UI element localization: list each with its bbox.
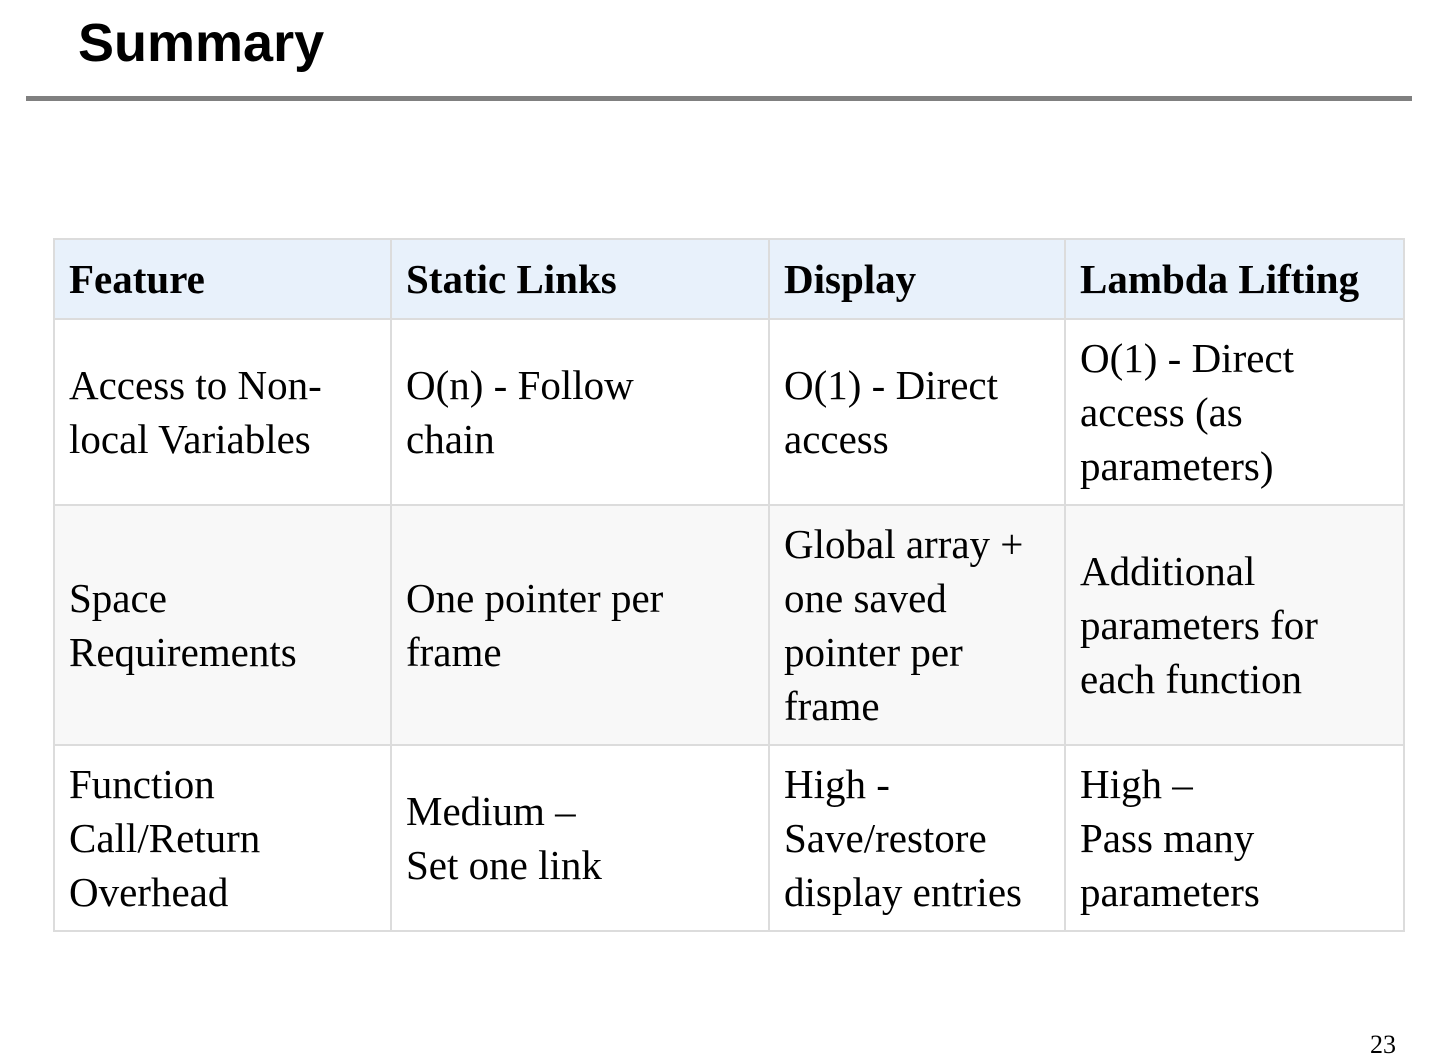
cell-line: one saved xyxy=(784,575,947,621)
page-number: 23 xyxy=(1370,1030,1396,1059)
cell-static-links xyxy=(391,319,769,505)
cell-line: Space xyxy=(69,575,167,621)
page-title: Summary xyxy=(78,13,325,73)
cell-feature xyxy=(54,745,391,931)
cell-line: Requirements xyxy=(69,629,297,675)
cell-display xyxy=(769,319,1065,505)
cell-feature xyxy=(54,319,391,505)
cell-line: Save/restore xyxy=(784,815,987,861)
summary-table xyxy=(53,238,1405,932)
cell-line: High - xyxy=(784,761,890,807)
cell-line: display entries xyxy=(784,869,1022,915)
table-row xyxy=(54,745,1404,931)
cell-lambda-lifting xyxy=(1065,745,1404,931)
cell-line: Overhead xyxy=(69,869,229,915)
cell-line: Function xyxy=(69,761,215,807)
cell-line: access xyxy=(784,416,889,462)
cell-line: parameters) xyxy=(1080,443,1274,489)
cell-line: each function xyxy=(1080,656,1302,702)
cell-line: parameters for xyxy=(1080,602,1318,648)
title-divider xyxy=(26,96,1412,101)
cell-line: access (as xyxy=(1080,389,1243,435)
cell-line: pointer per xyxy=(784,629,963,675)
cell-line: Global array + xyxy=(784,521,1024,567)
cell-static-links xyxy=(391,505,769,745)
table-row xyxy=(54,319,1404,505)
cell-display xyxy=(769,745,1065,931)
header-static-links: Static Links xyxy=(391,239,769,319)
cell-display xyxy=(769,505,1065,745)
header-display: Display xyxy=(769,239,1065,319)
cell-line: frame xyxy=(784,683,880,729)
cell-line: O(1) - Direct xyxy=(1080,335,1295,381)
cell-line: parameters xyxy=(1080,869,1260,915)
header-lambda-lifting: Lambda Lifting xyxy=(1065,239,1404,319)
cell-line: One pointer per xyxy=(406,575,664,621)
cell-line: Additional xyxy=(1080,548,1256,594)
cell-line: Pass many xyxy=(1080,815,1255,861)
cell-static-links xyxy=(391,745,769,931)
header-feature: Feature xyxy=(54,239,391,319)
cell-feature xyxy=(54,505,391,745)
cell-lambda-lifting xyxy=(1065,505,1404,745)
cell-line: O(1) - Direct xyxy=(784,362,999,408)
cell-line: chain xyxy=(406,416,495,462)
cell-line: frame xyxy=(406,629,502,675)
table-row xyxy=(54,505,1404,745)
cell-line: Access to Non- xyxy=(69,362,322,408)
cell-line: local Variables xyxy=(69,416,311,462)
cell-line: High – xyxy=(1080,761,1193,807)
cell-line: Medium – xyxy=(406,788,576,834)
cell-lambda-lifting xyxy=(1065,319,1404,505)
cell-line: Call/Return xyxy=(69,815,261,861)
cell-line: O(n) - Follow xyxy=(406,362,634,408)
table-header-row xyxy=(54,239,1404,319)
cell-line: Set one link xyxy=(406,842,602,888)
